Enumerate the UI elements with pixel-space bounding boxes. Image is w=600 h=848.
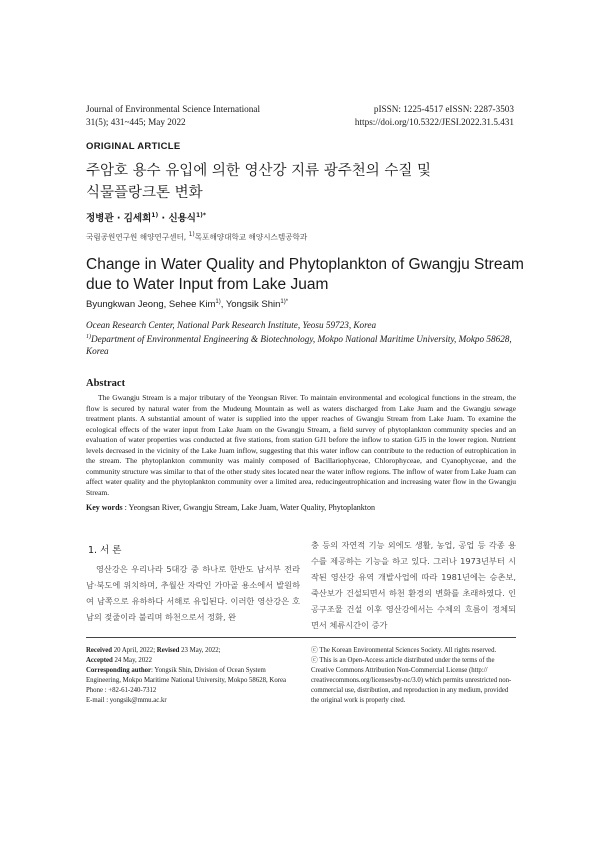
revised-date: 23 May, 2022; bbox=[179, 647, 221, 654]
english-authors bbox=[86, 299, 288, 310]
abstract-body bbox=[86, 393, 516, 498]
korean-affil-sup: 1) bbox=[188, 231, 195, 238]
english-affil-2 bbox=[86, 331, 526, 357]
korean-affiliation bbox=[86, 231, 307, 243]
english-affil-2-text: Department of Environmental Engineering & Biotechnology, Mokpo National Maritime University, Mokpo 58628, Korea bbox=[86, 334, 512, 357]
korean-affil-a: 국립공원연구원 해양연구센터, bbox=[86, 232, 189, 242]
korean-authors bbox=[86, 210, 206, 224]
intro-left-text: 영산강은 우리나라 5대강 중 하나로 한반도 남서부 전라남·북도에 위치하며, 추월산 자락인 가마골 용소에서 발원하여 남쪽으로 유하하다 서해로 유입된다. 이러한 영산강은 호남의 젖줄이라 불리며 하천으로서 정화, 완 bbox=[86, 564, 300, 622]
footnote-left bbox=[86, 646, 298, 706]
accepted-line bbox=[86, 656, 298, 666]
english-author-names: Byungkwan Jeong, Sehee Kim bbox=[86, 299, 216, 311]
korean-author-sup-2: 1)* bbox=[195, 211, 207, 219]
revised-label: Revised bbox=[156, 647, 180, 654]
abstract-heading: Abstract bbox=[86, 378, 126, 389]
corresponding-details: : Yongsik Shin, Division of Ocean System Engineering, Mokpo Maritime National University, Mokpo 58628, Korea bbox=[86, 667, 287, 684]
journal-header bbox=[86, 103, 260, 128]
phone: Phone : +82-61-240-7312 bbox=[86, 687, 157, 694]
abstract-text: The Gwangju Stream is a major tributary of the Yeongsan River. To maintain environmental and ecological functions in the stream, the flow is secured by natural water from the Mudeung Mountain as well as waters discharged from Lake Juam and the Gwangju sewage treatment plants. A substantial amount of water is supplied into the upper reaches of Gwangju Stream from Lake Juam. To examine the ecological effects of the water input from Lake Juam on the Gwangju Stream, a field survey of phytoplankton community species and an evaluation of water properties was conducted at five stations, from station GJ1 before the inflow to station GJ5 in the lower region. Nutrient levels decreased in the vicinity of the Lake Juam inflow, suggesting that this water inflow can contribute to the reduction of eutrophication in the stream. The phytoplankton community was mainly composed of Bacillariophyceae, Chlorophyceae, and Cyanophyceae, and the community structure was similar to that of the other study sites located near the water inflow regions. The inflow of water from Lake Juam can affect water quality and the phytoplankton community over a limited area, reducingeutrophication and increasing water flow in the Gwangju Stream. bbox=[86, 393, 516, 497]
received-label: Received bbox=[86, 647, 113, 654]
dates-line bbox=[86, 646, 298, 656]
english-title-line2: due to Water Input from Lake Juam bbox=[86, 276, 329, 293]
license: ⓒ This is an Open-Access article distributed under the terms of the Creative Commons Attribution Non-Commercial License (http:// creativecommons.org/licenses/by-nc/3.0) which permits unrestricted non-commercial use, distribution, and reproduction in any medium, provided the original work is properly cited. bbox=[311, 657, 512, 704]
english-affil-1: Ocean Research Center, National Park Research Institute, Yeosu 59723, Korea bbox=[86, 320, 377, 330]
intro-right-column: 충 등의 자연적 기능 외에도 생활, 농업, 공업 등 각종 용수를 제공하는 기능을 하고 있다. 그러나 1973년부터 시작된 영산강 유역 개발사업에 따라 1981년에는 승촌보, 죽산보가 건설되면서 하천 환경의 변화를 초래하였다. 인공구조물 건설 이후 영산강에서는 수체의 흐름이 정체되면서 체류시간이 증가 bbox=[311, 540, 516, 630]
korean-author-names-2: · 신용식 bbox=[158, 213, 196, 224]
english-title-line1: Change in Water Quality and Phytoplankton of Gwangju Stream bbox=[86, 256, 524, 273]
copyright: ⓒ The Korean Environmental Sciences Society. All rights reserved. bbox=[311, 647, 497, 654]
korean-author-sup: 1) bbox=[151, 211, 159, 219]
corresponding-label: Corresponding author bbox=[86, 667, 152, 674]
accepted-date: 24 May, 2022 bbox=[112, 657, 153, 664]
keywords-label: Key words bbox=[86, 503, 123, 512]
korean-title-line2: 식물플랑크톤 변화 bbox=[86, 185, 203, 201]
accepted-label: Accepted bbox=[86, 657, 113, 664]
footnote-divider bbox=[86, 637, 516, 638]
journal-name: Journal of Environmental Science International bbox=[86, 104, 260, 114]
keywords-list: : Yeongsan River, Gwangju Stream, Lake Juam, Water Quality, Phytoplankton bbox=[122, 503, 376, 512]
footnote-right bbox=[311, 646, 516, 706]
doi-link[interactable]: https://doi.org/10.5322/JESI.2022.31.5.431 bbox=[354, 116, 514, 127]
keywords bbox=[86, 503, 516, 512]
received-date: 20 April, 2022; bbox=[112, 647, 157, 654]
korean-author-names: 정병관 · 김세희 bbox=[86, 213, 152, 224]
korean-title-line1: 주암호 용수 유입에 의한 영산강 지류 광주천의 수질 및 bbox=[86, 163, 432, 179]
corresponding-author bbox=[86, 666, 298, 686]
email-link[interactable]: E-mail : yongsik@mmu.ac.kr bbox=[86, 697, 167, 704]
english-author-sup-2: 1)* bbox=[280, 299, 289, 305]
journal-identifiers bbox=[355, 103, 514, 128]
intro-left-column bbox=[86, 561, 300, 625]
korean-title bbox=[86, 160, 526, 204]
section-heading-intro: 1. 서 론 bbox=[88, 545, 122, 556]
korean-affil-b: 목포해양대학교 해양시스템공학과 bbox=[194, 232, 308, 242]
journal-volume: 31(5); 431~445; May 2022 bbox=[86, 116, 186, 127]
english-affil-2-sup: 1) bbox=[86, 334, 91, 340]
english-author-names-2: , Yongsik Shin bbox=[220, 299, 281, 311]
issn: pISSN: 1225-4517 eISSN: 2287-3503 bbox=[373, 104, 514, 114]
english-affiliations bbox=[86, 319, 526, 357]
english-title bbox=[86, 255, 526, 295]
english-author-sup: 1) bbox=[215, 299, 221, 305]
article-type: ORIGINAL ARTICLE bbox=[86, 141, 181, 152]
